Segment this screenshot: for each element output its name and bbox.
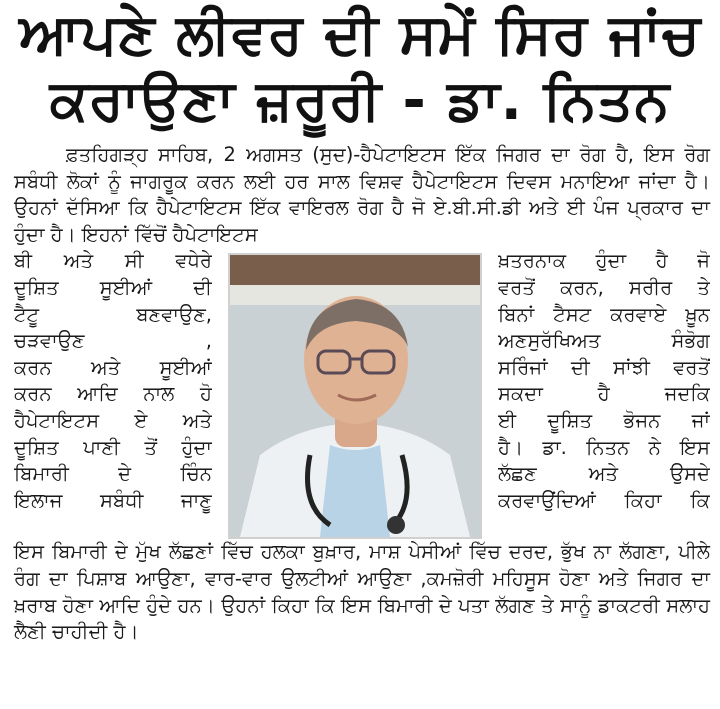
left_col-line: ਕਰਨ ਅਤੇ ਸੂਈਆਂ bbox=[14, 355, 212, 379]
left_col-line: ਕਰਨ ਆਦਿ ਨਾਲ ਹੋ bbox=[14, 382, 212, 406]
right_col-line: ਲੱਛਣ ਅਤੇ ਉਸਦੇ bbox=[498, 462, 710, 486]
right_col-line: ਈ ਦੂਸ਼ਿਤ ਭੋਜਨ ਜਾਂ bbox=[498, 408, 710, 432]
right_col-line: ਅਣਸੁਰੱਖਿਅਤ ਸੰਭੋਗ bbox=[498, 329, 710, 353]
right_col-line: ਬਿਨਾਂ ਟੈਸਟ ਕਰਵਾਏ ਖ਼ੂਨ bbox=[498, 302, 710, 326]
headline-line-1: ਆਪਣੇ ਲੀਵਰ ਦੀ ਸਮੇਂ ਸਿਰ ਜਾਂਚ bbox=[19, 2, 701, 67]
article-intro bbox=[14, 142, 710, 248]
left_col-line: ਦੂਸ਼ਿਤ ਪਾਣੀ ਤੋਂ ਹੁੰਦਾ bbox=[14, 435, 212, 459]
right_col-line: ਖ਼ਤਰਨਾਕ ਹੁੰਦਾ ਹੈ ਜੋ bbox=[498, 249, 710, 273]
right_col-line: ਹੈ। ਡਾ. ਨਿਤਨ ਨੇ ਇਸ bbox=[498, 435, 710, 459]
right-column bbox=[498, 248, 710, 539]
article-body bbox=[14, 142, 710, 646]
article-closing: ਇਸ ਬਿਮਾਰੀ ਦੇ ਮੁੱਖ ਲੱਛਣਾਂ ਵਿੱਚ ਹਲਕਾ ਬੁਖ਼ਾਰ, ਮਾਸ਼ ਪੇਸੀਆਂ ਵਿੱਚ ਦਰਦ, ਭੁੱਖ ਨਾ ਲੱਗਣਾ, ਪੀਲੇ ਰੰਗ ਦਾ ਪਿਸ਼ਾਬ ਆਉਣਾ, ਵਾਰ-ਵਾਰ ਉਲਟੀਆਂ ਆਉਣਾ ,ਕਮਜ਼ੋਰੀ ਮਹਿਸੂਸ ਹੋਣਾ ਅਤੇ ਜਿਗਰ ਦਾ ਖ਼ਰਾਬ ਹੋਣਾ ਆਦਿ ਹੁੰਦੇ ਹਨ। ਉਹਨਾਂ ਕਿਹਾ ਕਿ ਇਸ ਬਿਮਾਰੀ ਦੇ ਪਤਾ ਲੱਗਣ ਤੇ ਸਾਨੂੰ ਡਾਕਟਰੀ ਸਲਾਹ ਲੈਣੀ ਚਾਹੀਦੀ ਹੈ। bbox=[14, 540, 710, 644]
right_col-line: ਕਰਵਾਉਂਦਿਆਂ ਕਿਹਾ ਕਿ bbox=[498, 488, 710, 512]
headline bbox=[0, 0, 720, 134]
left_col-line: ਚੜਵਾਉਣ , bbox=[14, 329, 212, 353]
headline-line-2: ਕਰਾਉਣਾ ਜ਼ਰੂਰੀ - ਡਾ. ਨਿਤਨ bbox=[49, 68, 671, 133]
left_col-line: ਦੂਸ਼ਿਤ ਸੂਈਆਂ ਦੀ bbox=[14, 275, 212, 299]
left_col-line: ਹੈਪੇਟਾਇਟਸ ਏ ਅਤੇ bbox=[14, 408, 212, 432]
right_col-line: ਸਰਿੰਜਾਂ ਦੀ ਸਾਂਝੀ ਵਰਤੋਂ bbox=[498, 355, 710, 379]
left_col-line: ਬਿਮਾਰੀ ਦੇ ਚਿੰਨ bbox=[14, 462, 212, 486]
wrapped-columns bbox=[14, 248, 710, 539]
left-column bbox=[14, 248, 212, 539]
doctor-portrait-icon bbox=[230, 255, 480, 537]
right_col-line: ਸਕਦਾ ਹੈ ਜਦਕਿ bbox=[498, 382, 710, 406]
doctor-photo bbox=[228, 253, 482, 539]
left_col-line: ਬੀ ਅਤੇ ਸੀ ਵਧੇਰੇ bbox=[14, 249, 212, 273]
intro-text: ਫ਼ਤਹਿਗੜ੍ਹ ਸਾਹਿਬ, 2 ਅਗਸਤ (ਸੁਦ)-ਹੈਪੇਟਾਇਟਸ ਇੱਕ ਜਿਗਰ ਦਾ ਰੋਗ ਹੈ, ਇਸ ਰੋਗ ਸਬੰਧੀ ਲੋਕਾਂ ਨੂੰ ਜਾਗਰੂਕ ਕਰਨ ਲਈ ਹਰ ਸਾਲ ਵਿਸ਼ਵ ਹੈਪੇਟਾਇਟਸ ਦਿਵਸ ਮਨਾਇਆ ਜਾਂਦਾ ਹੈ। ਉਹਨਾਂ ਦੱਸਿਆ ਕਿ ਹੈਪੇਟਾਇਟਸ ਇੱਕ ਵਾਇਰਲ ਰੋਗ ਹੈ ਜੋ ਏ.ਬੀ.ਸੀ.ਡੀ ਅਤੇ ਈ ਪੰਜ ਪ੍ਰਕਾਰ ਦਾ ਹੁੰਦਾ ਹੈ। ਇਹਨਾਂ ਵਿੱਚੋਂ ਹੈਪੇਟਾਇਟਸ bbox=[14, 143, 710, 246]
left_col-line: ਇਲਾਜ ਸਬੰਧੀ ਜਾਣੂ bbox=[14, 488, 212, 512]
left_col-line: ਟੈਟੂ ਬਣਵਾਉਣ, bbox=[14, 302, 212, 326]
right_col-line: ਵਰਤੋਂ ਕਰਨ, ਸਰੀਰ ਤੇ bbox=[498, 275, 710, 299]
